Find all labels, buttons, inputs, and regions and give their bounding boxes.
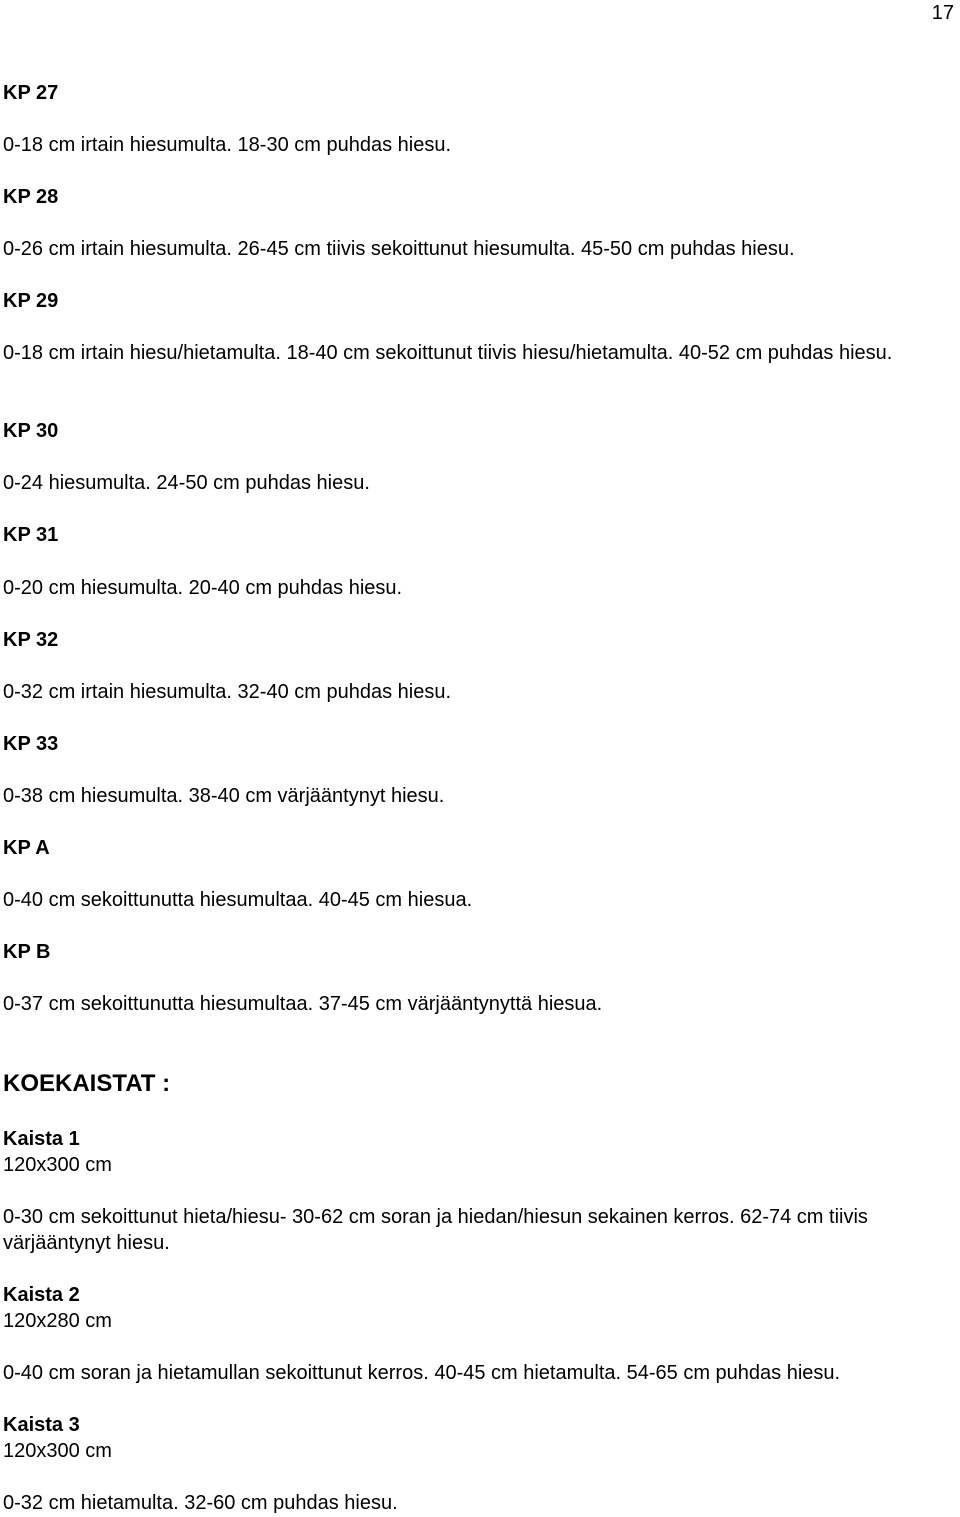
kp-heading: KP 27 xyxy=(3,82,59,104)
kp-description: 0-37 cm sekoittunutta hiesumultaa. 37-45 cm värjääntynyttä hiesua. xyxy=(3,993,603,1015)
kp-description: 0-24 hiesumulta. 24-50 cm puhdas hiesu. xyxy=(3,472,370,494)
kp-heading: KP B xyxy=(3,941,51,963)
kp-description: 0-18 cm irtain hiesu/hietamulta. 18-40 cm sekoittunut tiivis hiesu/hietamulta. 40-52 cm puhdas hiesu. xyxy=(3,342,893,364)
kaista-size: 120x300 cm xyxy=(3,1440,112,1462)
kp-description: 0-26 cm irtain hiesumulta. 26-45 cm tiivis sekoittunut hiesumulta. 45-50 cm puhdas hiesu. xyxy=(3,238,795,260)
kaista-description: 0-40 cm soran ja hietamullan sekoittunut kerros. 40-45 cm hietamulta. 54-65 cm puhdas hiesu. xyxy=(3,1362,841,1384)
kp-heading: KP 31 xyxy=(3,524,59,546)
kp-heading: KP 32 xyxy=(3,629,59,651)
kp-heading: KP 28 xyxy=(3,186,59,208)
kaista-heading: Kaista 1 xyxy=(3,1128,80,1150)
kaista-description: 0-30 cm sekoittunut hieta/hiesu- 30-62 cm soran ja hiedan/hiesun sekainen kerros. 62-74 cm tiivis värjääntynyt hiesu. xyxy=(3,1206,868,1254)
kp-description: 0-32 cm irtain hiesumulta. 32-40 cm puhdas hiesu. xyxy=(3,681,452,703)
kaista-heading: Kaista 3 xyxy=(3,1414,80,1436)
kp-heading: KP 29 xyxy=(3,290,59,312)
page-number: 17 xyxy=(931,2,954,24)
kp-description: 0-20 cm hiesumulta. 20-40 cm puhdas hiesu. xyxy=(3,577,403,599)
kaista-size: 120x280 cm xyxy=(3,1310,112,1332)
section-title: KOEKAISTAT : xyxy=(3,1070,171,1097)
kp-heading: KP 30 xyxy=(3,420,59,442)
kp-description: 0-40 cm sekoittunutta hiesumultaa. 40-45 cm hiesua. xyxy=(3,889,473,911)
kp-description: 0-38 cm hiesumulta. 38-40 cm värjääntynyt hiesu. xyxy=(3,785,445,807)
kaista-heading: Kaista 2 xyxy=(3,1284,80,1306)
kp-heading: KP 33 xyxy=(3,733,59,755)
kp-description: 0-18 cm irtain hiesumulta. 18-30 cm puhdas hiesu. xyxy=(3,134,452,156)
kaista-description: 0-32 cm hietamulta. 32-60 cm puhdas hiesu. xyxy=(3,1492,398,1514)
kp-heading: KP A xyxy=(3,837,50,859)
kaista-size: 120x300 cm xyxy=(3,1154,112,1176)
